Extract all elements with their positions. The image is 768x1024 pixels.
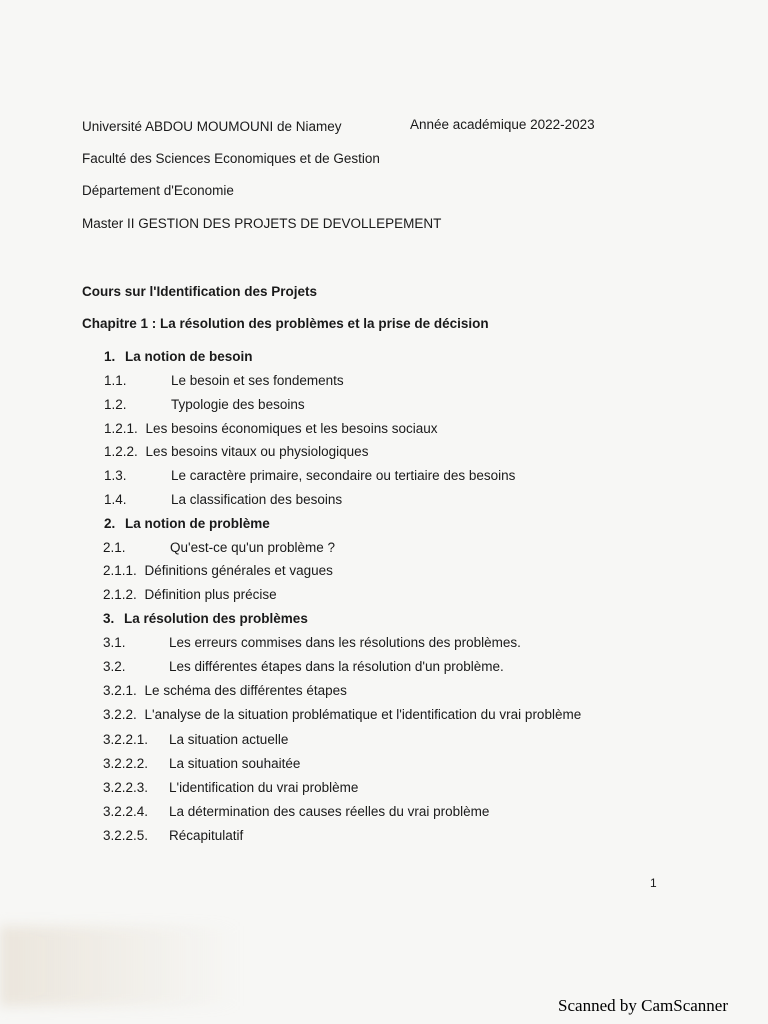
toc-number: 1.1. — [104, 373, 127, 388]
toc-item — [103, 659, 504, 674]
toc-text: La résolution des problèmes — [124, 611, 308, 626]
toc-number: 3.1. — [103, 635, 126, 650]
toc-number: 2.1.2. — [103, 587, 137, 602]
toc-text: Définition plus précise — [144, 587, 277, 602]
toc-item — [103, 635, 521, 650]
department-name: Département d'Economie — [82, 183, 234, 198]
university-name: Université ABDOU MOUMOUNI de Niamey — [82, 119, 342, 134]
toc-text: Récapitulatif — [169, 828, 244, 843]
toc-text: Qu'est-ce qu'un problème ? — [170, 540, 335, 555]
chapter-title: Chapitre 1 : La résolution des problèmes et la prise de décision — [82, 316, 489, 331]
toc-item — [103, 780, 359, 795]
toc-text: La notion de problème — [125, 516, 270, 531]
toc-number: 3.2.1. — [103, 683, 137, 698]
toc-number: 1.2.2. — [104, 444, 138, 459]
toc-number: 3.2.2.4. — [103, 804, 149, 819]
toc-item — [104, 444, 368, 459]
toc-item — [103, 732, 289, 747]
toc-text: Typologie des besoins — [171, 397, 305, 412]
scan-smudge — [0, 926, 240, 1006]
toc-number: 3.2.2. — [103, 707, 137, 722]
toc-item — [103, 540, 335, 555]
toc-number: 3.2.2.1. — [103, 732, 149, 747]
toc-number: 1.3. — [104, 468, 127, 483]
toc-item — [104, 397, 305, 412]
toc-item — [104, 349, 253, 364]
toc-number: 1.4. — [104, 492, 127, 507]
toc-text: L'analyse de la situation problématique et l'identification du vrai problème — [144, 707, 582, 722]
toc-item — [103, 683, 347, 698]
toc-text: Les différentes étapes dans la résolution d'un problème. — [169, 659, 504, 674]
toc-text: Le schéma des différentes étapes — [144, 683, 347, 698]
toc-text: Les besoins vitaux ou physiologiques — [145, 444, 369, 459]
toc-item — [103, 804, 490, 819]
toc-item — [103, 563, 333, 578]
master-program: Master II GESTION DES PROJETS DE DEVOLLEPEMENT — [82, 216, 442, 231]
toc-text: La classification des besoins — [171, 492, 343, 507]
faculty-name: Faculté des Sciences Economiques et de Gestion — [82, 151, 380, 166]
toc-number: 3.2. — [103, 659, 126, 674]
toc-number: 1. — [104, 349, 116, 364]
academic-year: Année académique 2022-2023 — [410, 117, 595, 132]
toc-text: La détermination des causes réelles du vrai problème — [169, 804, 490, 819]
toc-number: 3.2.2.5. — [103, 828, 149, 843]
page-number: 1 — [650, 876, 657, 890]
toc-item — [104, 492, 343, 507]
toc-number: 1.2.1. — [104, 421, 138, 436]
toc-text: Définitions générales et vagues — [144, 563, 333, 578]
scanner-watermark: Scanned by CamScanner — [558, 996, 728, 1015]
toc-number: 3. — [103, 611, 115, 626]
toc-text: La situation souhaitée — [169, 756, 301, 771]
toc-text: Le caractère primaire, secondaire ou tertiaire des besoins — [171, 468, 516, 483]
toc-item — [103, 707, 581, 722]
toc-text: Les besoins économiques et les besoins sociaux — [145, 421, 438, 436]
toc-text: L'identification du vrai problème — [169, 780, 359, 795]
toc-text: Les erreurs commises dans les résolutions des problèmes. — [169, 635, 521, 650]
toc-item — [104, 516, 270, 531]
toc-item — [103, 587, 277, 602]
toc-number: 2. — [104, 516, 116, 531]
toc-item — [104, 468, 516, 483]
toc-item — [103, 611, 308, 626]
toc-number: 1.2. — [104, 397, 127, 412]
toc-item — [103, 828, 244, 843]
toc-item — [104, 421, 437, 436]
course-title: Cours sur l'Identification des Projets — [82, 284, 318, 299]
toc-item — [103, 756, 301, 771]
toc-number: 3.2.2.2. — [103, 756, 149, 771]
toc-text: Le besoin et ses fondements — [171, 373, 344, 388]
toc-number: 2.1. — [103, 540, 126, 555]
toc-text: La situation actuelle — [169, 732, 289, 747]
toc-number: 2.1.1. — [103, 563, 137, 578]
toc-number: 3.2.2.3. — [103, 780, 149, 795]
toc-item — [104, 373, 344, 388]
toc-text: La notion de besoin — [125, 349, 253, 364]
